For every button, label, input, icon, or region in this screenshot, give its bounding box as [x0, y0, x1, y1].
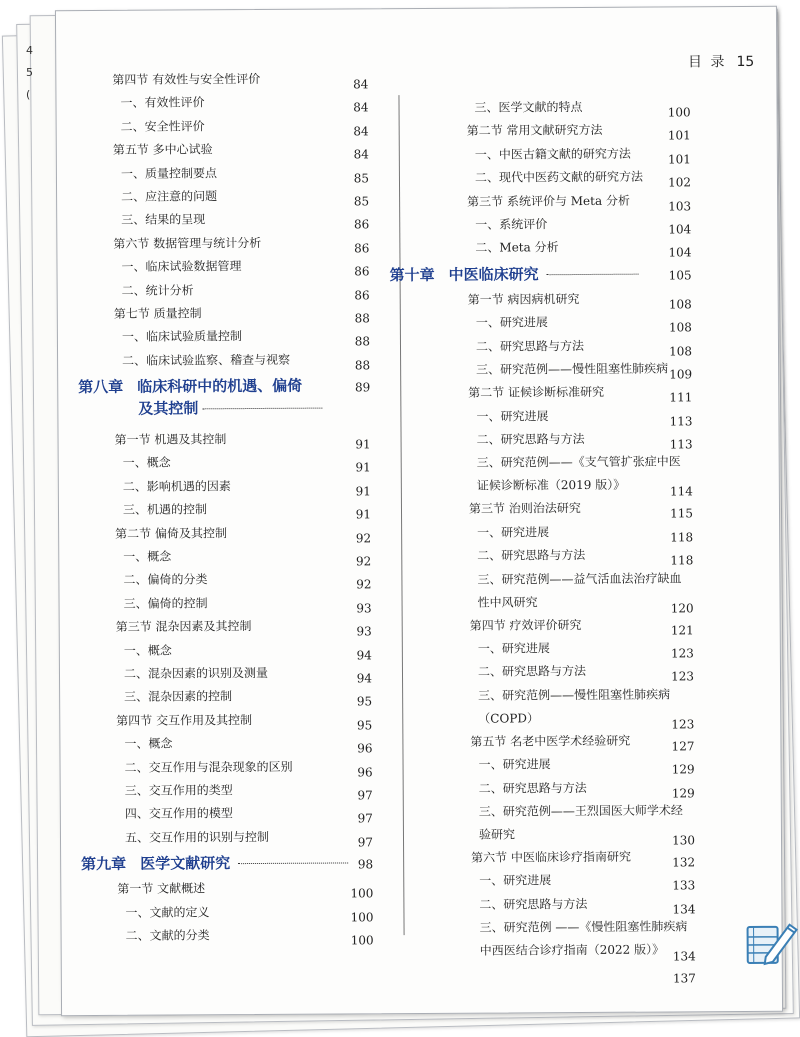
toc-item[interactable] — [391, 544, 691, 569]
page-ref: 104 — [668, 218, 691, 242]
entry-title: 第二节 证候诊断标准研究 — [468, 385, 604, 400]
entry-title: 第一节 文献概述 — [117, 881, 205, 896]
toc-item[interactable] — [81, 900, 371, 925]
toc-item[interactable] — [79, 498, 369, 523]
page-ref: 103 — [668, 195, 691, 219]
edge-digit: 5 — [26, 62, 40, 84]
entry-title: 三、交互作用的类型 — [125, 783, 233, 798]
page-ref: 88 — [355, 331, 370, 354]
toc-item[interactable] — [394, 961, 694, 986]
chapter-number: 第十章 — [390, 266, 435, 284]
chapter-number: 第九章 — [81, 855, 126, 873]
page-ref: 98 — [358, 850, 373, 878]
entry-title: 四、交互作用的模型 — [125, 806, 233, 821]
entry-title: 第四节 疗效评价研究 — [470, 618, 582, 633]
toc-item[interactable] — [77, 161, 367, 186]
page-ref: 97 — [357, 784, 372, 807]
page-header — [688, 51, 754, 71]
page-ref: 85 — [354, 190, 369, 213]
entry-title: 一、概念 — [124, 643, 172, 657]
page-ref: 96 — [357, 737, 372, 760]
toc-section[interactable] — [81, 876, 371, 901]
page-ref: 118 — [670, 550, 693, 574]
entry-title: 一、研究进展 — [476, 409, 548, 423]
toc-item[interactable] — [80, 661, 370, 686]
entry-title: 一、文献的定义 — [125, 905, 209, 920]
page-ref: 134 — [672, 898, 695, 922]
page-ref: 108 — [669, 293, 692, 317]
entry-title: 三、研究范例——王烈国医大师学术经验研究 — [479, 799, 689, 846]
page-ref: 95 — [357, 714, 372, 737]
entry-title: 第四节 有效性与安全性评价 — [112, 72, 260, 87]
toc-item[interactable] — [392, 636, 692, 661]
page-ref: 100 — [351, 929, 374, 953]
toc-chapter[interactable] — [81, 848, 371, 878]
page-ref: 84 — [353, 73, 368, 96]
page-ref: 133 — [672, 875, 695, 899]
page-ref: 93 — [356, 597, 371, 620]
entry-title: 第一节 机遇及其控制 — [115, 432, 227, 447]
page-ref: 105 — [669, 261, 692, 289]
page-ref: 84 — [353, 120, 368, 143]
entry-title: 二、研究思路与方法 — [478, 664, 586, 679]
entry-title: 第五节 名老中医学术经验研究 — [470, 734, 630, 749]
entry-title: 三、研究范例——益气活血法治疗缺血性中风研究 — [477, 567, 687, 614]
entry-title: 第五节 多中心试验 — [113, 142, 213, 157]
page-ref: 97 — [358, 808, 373, 831]
toc-item[interactable] — [389, 166, 689, 191]
toc-item[interactable] — [389, 212, 689, 237]
toc-item[interactable] — [80, 755, 370, 780]
page-ref: 115 — [670, 503, 693, 527]
toc-item[interactable] — [393, 799, 693, 847]
toc-item[interactable] — [77, 184, 367, 209]
entry-title: 一、概念 — [123, 550, 171, 564]
entry-title: 二、研究思路与方法 — [477, 432, 585, 447]
entry-title: 三、研究范例——慢性阻塞性肺疾病（COPD） — [478, 683, 688, 730]
toc-section[interactable] — [390, 381, 690, 406]
page-ref: 130 — [672, 829, 695, 852]
edge-digit: ( — [26, 84, 40, 106]
chapter-title: 中医临床研究 — [449, 265, 539, 284]
toc-item[interactable] — [80, 685, 370, 710]
page-ref: 86 — [354, 284, 369, 307]
page-ref: 95 — [357, 691, 372, 714]
chapter-title: 医学文献研究 — [140, 854, 230, 873]
page-ref: 93 — [356, 620, 371, 643]
entry-title: 三、结果的呈现 — [121, 213, 205, 228]
page-ref: 92 — [356, 527, 371, 550]
entry-title: 一、研究进展 — [479, 874, 551, 888]
page-ref: 104 — [668, 242, 691, 266]
toc-chapter[interactable] — [389, 259, 689, 289]
toc-item[interactable] — [79, 544, 369, 569]
page-ref: 129 — [672, 782, 695, 806]
entry-title: 第三节 混杂因素及其控制 — [116, 619, 252, 634]
toc-section[interactable] — [393, 845, 693, 870]
page-ref: 94 — [357, 667, 372, 690]
page-ref: 88 — [355, 354, 370, 377]
toc-page — [55, 6, 783, 1016]
toc-section[interactable] — [391, 497, 691, 522]
page-ref: 89 — [355, 373, 370, 401]
entry-title: 一、系统评价 — [475, 217, 547, 231]
entry-title: 一、研究进展 — [478, 641, 550, 655]
entry-title: 二、应注意的问题 — [121, 189, 217, 204]
toc-item[interactable] — [78, 348, 368, 373]
entry-title: 一、临床试验质量控制 — [122, 329, 242, 344]
toc-item[interactable] — [393, 892, 693, 917]
entry-title: 二、偏倚的分类 — [123, 573, 207, 588]
entry-title: 二、Meta 分析 — [475, 240, 558, 255]
page-ref: 91 — [355, 433, 370, 456]
entry-title: 二、统计分析 — [122, 283, 194, 297]
entry-title: 三、研究范例 ——《慢性阻塞性肺疾病中西医结合诊疗指南（2022 版）》 — [479, 916, 689, 963]
entry-title: 第三节 治则治法研究 — [469, 501, 581, 516]
page-ref: 127 — [671, 735, 694, 759]
entry-title: 二、安全性评价 — [121, 119, 205, 134]
toc-section[interactable] — [77, 231, 367, 256]
toc-left-column — [76, 67, 371, 948]
leader-dots — [547, 259, 639, 275]
toc-item[interactable] — [78, 278, 368, 303]
page-ref: 120 — [671, 597, 694, 620]
toc-item[interactable] — [391, 427, 691, 452]
page-ref: 137 — [673, 967, 696, 991]
toc-item[interactable] — [391, 567, 691, 615]
toc-item[interactable] — [391, 520, 691, 545]
page-ref: 91 — [355, 457, 370, 480]
entry-title: 二、研究思路与方法 — [476, 339, 584, 354]
page-ref: 92 — [356, 574, 371, 597]
page-ref: 123 — [671, 642, 694, 666]
toc-section[interactable] — [392, 613, 692, 638]
entry-title: 五、交互作用的识别与控制 — [125, 830, 269, 845]
entry-title: 三、医学文献的特点 — [474, 100, 582, 115]
page-ref: 132 — [672, 851, 695, 875]
page-ref: 96 — [357, 761, 372, 784]
page-ref: 114 — [670, 481, 693, 504]
entry-title: 二、现代中医药文献的研究方法 — [475, 170, 643, 185]
toc-item[interactable] — [77, 208, 367, 233]
entry-title: 第四节 交互作用及其控制 — [116, 713, 252, 728]
entry-title: 第一节 病因病机研究 — [468, 292, 580, 307]
page-ref: 97 — [358, 831, 373, 854]
header-title: 目 录 — [688, 54, 727, 70]
entry-title: 二、研究思路与方法 — [479, 781, 587, 796]
entry-title: 二、混杂因素的识别及测量 — [124, 666, 268, 681]
entry-title: 二、临床试验监察、稽查与视察 — [122, 352, 290, 367]
chapter-title-line2: 及其控制 — [138, 399, 198, 417]
page-ref: 86 — [354, 214, 369, 237]
edge-digit: 4 — [26, 40, 40, 62]
page-ref: 100 — [351, 906, 374, 930]
page-ref: 86 — [354, 237, 369, 260]
entry-title: 三、研究范例——《支气管扩张症中医证候诊断标准（2019 版）》 — [477, 451, 687, 498]
entry-title: 二、研究思路与方法 — [477, 548, 585, 563]
toc-item[interactable] — [393, 915, 693, 963]
toc-item[interactable] — [80, 731, 370, 756]
toc-section[interactable] — [389, 189, 689, 214]
entry-title: 第六节 数据管理与统计分析 — [113, 236, 261, 251]
entry-title: 一、有效性评价 — [120, 96, 204, 111]
page-ref: 84 — [353, 143, 368, 166]
page-ref: 111 — [669, 387, 692, 411]
toc-item[interactable] — [389, 142, 689, 167]
entry-title: 一、研究进展 — [476, 315, 548, 329]
entry-title: 一、质量控制要点 — [121, 166, 217, 181]
toc-section[interactable] — [389, 119, 689, 144]
page-ref: 108 — [669, 316, 692, 340]
entry-title: 第六节 中医临床诊疗指南研究 — [471, 850, 631, 865]
entry-title: 三、研究范例——慢性阻塞性肺疾病 — [476, 361, 668, 376]
entry-title: 第三节 系统评价与 Meta 分析 — [467, 193, 630, 208]
toc-item[interactable] — [393, 776, 693, 801]
page-ref: 134 — [673, 945, 696, 968]
page-ref: 101 — [668, 148, 691, 172]
toc-item[interactable] — [76, 91, 366, 116]
page-ref: 108 — [669, 340, 692, 364]
entry-title: 第七节 质量控制 — [114, 306, 202, 321]
toc-item[interactable] — [393, 869, 693, 894]
toc-right-column — [388, 95, 693, 986]
toc-section[interactable] — [392, 729, 692, 754]
toc-item[interactable] — [81, 778, 371, 803]
toc-item[interactable] — [77, 114, 367, 139]
toc-item[interactable] — [79, 568, 369, 593]
entry-title: 一、概念 — [123, 456, 171, 470]
entry-title: 三、机遇的控制 — [123, 503, 207, 518]
page-ref: 92 — [356, 550, 371, 573]
entry-title: 二、交互作用与混杂现象的区别 — [125, 759, 293, 774]
toc-section[interactable] — [80, 615, 370, 640]
page-ref: 109 — [669, 363, 692, 387]
toc-item[interactable] — [79, 451, 369, 476]
toc-item[interactable] — [390, 357, 690, 382]
toc-item[interactable] — [390, 404, 690, 429]
leader-dots — [202, 394, 322, 410]
entry-title: 第二节 常用文献研究方法 — [467, 123, 603, 138]
page-ref: 100 — [350, 882, 373, 906]
toc-section[interactable] — [80, 708, 370, 733]
page-ref: 91 — [356, 504, 371, 527]
page-ref: 85 — [354, 167, 369, 190]
page-ref: 123 — [671, 666, 694, 690]
toc-item[interactable] — [81, 802, 371, 827]
entry-title: 二、影响机遇的因素 — [123, 479, 231, 494]
page-ref: 84 — [353, 97, 368, 120]
chapter-title: 临床科研中的机遇、偏倚 — [137, 377, 302, 396]
toc-item[interactable] — [392, 683, 692, 731]
page-number: 15 — [736, 54, 754, 70]
entry-title: 第二节 偏倚及其控制 — [115, 526, 227, 541]
page-ref: 86 — [354, 260, 369, 283]
toc-item[interactable] — [392, 660, 692, 685]
toc-item[interactable] — [78, 325, 368, 350]
entry-title: 三、混杂因素的控制 — [124, 690, 232, 705]
toc-item[interactable] — [388, 95, 688, 120]
toc-item[interactable] — [79, 591, 369, 616]
toc-section[interactable] — [78, 301, 368, 326]
toc-section[interactable] — [76, 67, 366, 92]
edge-digits — [26, 40, 40, 106]
leader-dots — [238, 849, 348, 865]
toc-item[interactable] — [390, 310, 690, 335]
toc-item[interactable] — [390, 334, 690, 359]
page-ref: 121 — [671, 619, 694, 643]
page-ref: 100 — [668, 101, 691, 125]
page-ref: 94 — [357, 644, 372, 667]
page-ref: 113 — [670, 433, 693, 457]
toc-section[interactable] — [77, 137, 367, 162]
entry-title: 一、研究进展 — [479, 757, 551, 771]
page-ref: 113 — [669, 410, 692, 434]
toc-item[interactable] — [82, 923, 372, 948]
entry-title: 一、概念 — [124, 737, 172, 751]
page-ref: 129 — [672, 759, 695, 783]
toc-section[interactable] — [390, 287, 690, 312]
entry-title: 二、文献的分类 — [126, 928, 210, 943]
toc-chapter[interactable] — [78, 371, 368, 429]
page-ref: 123 — [671, 713, 694, 736]
toc-section[interactable] — [79, 521, 369, 546]
toc-item[interactable] — [79, 474, 369, 499]
toc-section[interactable] — [78, 427, 368, 452]
toc-item[interactable] — [81, 825, 371, 850]
page-ref: 88 — [354, 307, 369, 330]
chapter-number: 第八章 — [78, 378, 123, 396]
toc-item[interactable] — [391, 451, 691, 499]
toc-item[interactable] — [389, 236, 689, 261]
page-ref: 91 — [356, 480, 371, 503]
toc-item[interactable] — [392, 753, 692, 778]
entry-title: 一、临床试验数据管理 — [121, 259, 241, 274]
entry-title: 一、中医古籍文献的研究方法 — [475, 146, 631, 161]
entry-title: 一、研究进展 — [477, 525, 549, 539]
toc-item[interactable] — [77, 254, 367, 279]
entry-title: 二、研究思路与方法 — [479, 897, 587, 912]
page-ref: 101 — [668, 125, 691, 149]
toc-item[interactable] — [80, 638, 370, 663]
page-ref: 118 — [670, 526, 693, 550]
entry-title: 三、偏倚的控制 — [124, 596, 208, 611]
page-ref: 102 — [668, 172, 691, 196]
note-pencil-icon — [743, 917, 800, 967]
